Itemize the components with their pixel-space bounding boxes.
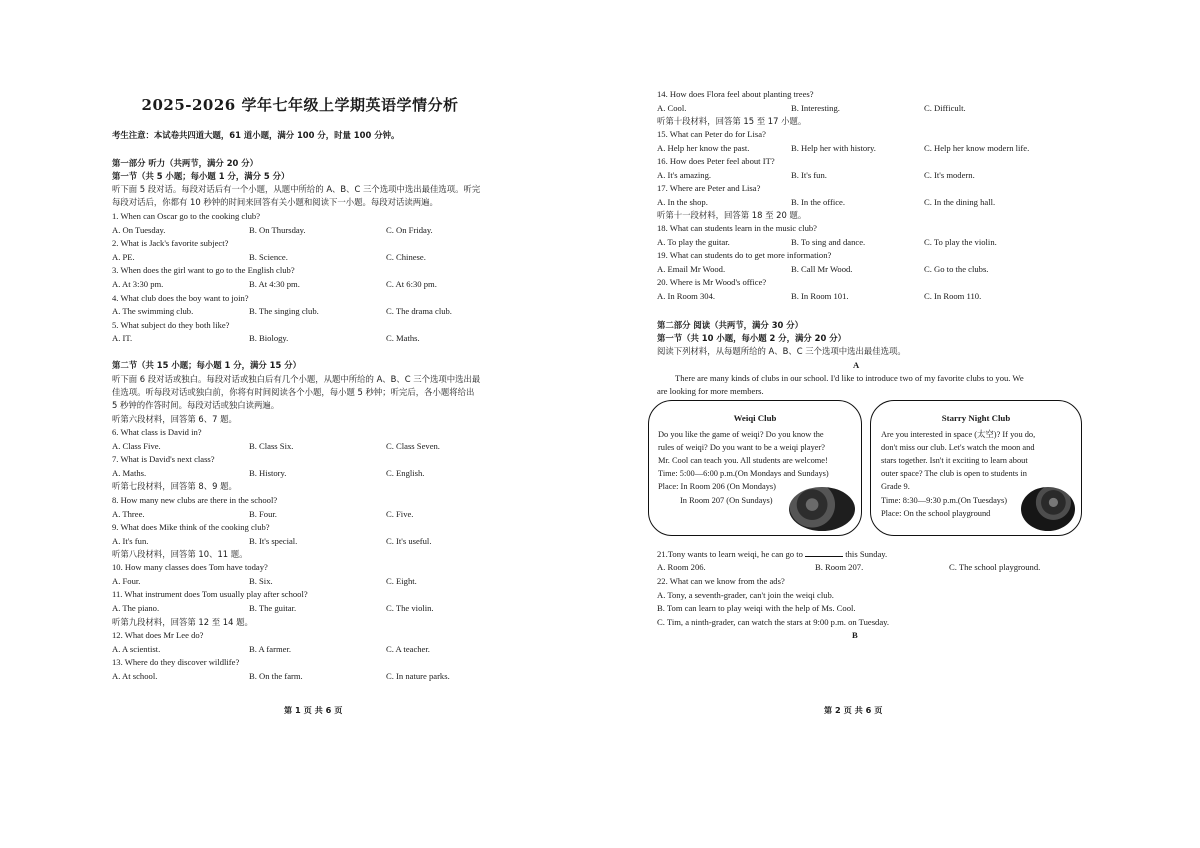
option-b[interactable]: B. Help her with history. <box>791 142 876 153</box>
reading-instruction: 阅读下列材料，从每题所给的 A、B、C 三个选项中选出最佳选项。 <box>657 346 906 356</box>
material-note: 听第十段材料，回答第 15 至 17 小题。 <box>657 116 807 126</box>
option-a[interactable]: A. To play the guitar. <box>657 236 730 247</box>
question-text: 9. What does Mike think of the cooking club? <box>112 522 270 533</box>
question-text: this Sunday. <box>845 549 888 559</box>
option-b[interactable]: B. The guitar. <box>249 602 297 613</box>
option-c[interactable]: C. Maths. <box>386 333 420 344</box>
question-22: 22. What can we know from the ads? <box>657 576 785 586</box>
option-b[interactable]: B. Room 207. <box>815 562 864 572</box>
option-b[interactable]: B. In the office. <box>791 197 846 207</box>
option-c[interactable]: C. Go to the clubs. <box>924 263 989 274</box>
question-text: 19. What can students do to get more information? <box>657 250 832 261</box>
option-c[interactable]: C. In Room 110. <box>924 291 982 301</box>
option-a[interactable]: A. The swimming club. <box>112 306 194 317</box>
question-text: 20. Where is Mr Wood's office? <box>657 277 767 288</box>
question-text: 15. What can Peter do for Lisa? <box>657 129 766 139</box>
exam-notice: 考生注意：本试卷共四道大题，61 道小题，满分 100 分，时量 100 分钟。 <box>112 130 400 140</box>
starry-night-club-ad <box>870 400 1082 536</box>
passage-text: There are many kinds of clubs in our school. I'd like to introduce two of my favorite clubs to you. We <box>675 373 1024 383</box>
option-c[interactable]: C. To play the violin. <box>924 236 997 247</box>
question-text: 16. How does Peter feel about IT? <box>657 156 775 167</box>
option-b[interactable]: B. In Room 101. <box>791 291 849 301</box>
question-text: 4. What club does the boy want to join? <box>112 292 249 303</box>
option-c[interactable]: C. The school playground. <box>949 562 1041 572</box>
question-text: 17. Where are Peter and Lisa? <box>657 183 761 194</box>
option-a[interactable]: A. Email Mr Wood. <box>657 263 726 274</box>
option-c[interactable]: C. Chinese. <box>386 251 426 262</box>
ad-text: Time: 5:00—6:00 p.m.(On Mondays and Sundays) <box>658 469 829 478</box>
option-c[interactable]: C. At 6:30 pm. <box>386 279 437 289</box>
option-b[interactable]: B. The singing club. <box>249 306 319 317</box>
part2-heading: 第二部分 阅读（共两节，满分 30 分） <box>657 320 804 330</box>
ad-text: Are you interested in space (太空)? If you do, <box>881 430 1036 439</box>
option-a[interactable]: A. Four. <box>112 575 141 586</box>
option-b[interactable]: B. It's fun. <box>791 169 827 180</box>
ad-text: Place: On the school playground <box>881 509 991 518</box>
option-c[interactable]: C. Tim, a ninth-grader, can watch the stars at 9:00 p.m. on Tuesday. <box>657 617 890 627</box>
option-a[interactable]: A. Three. <box>112 508 145 519</box>
option-b[interactable]: B. Science. <box>249 251 288 262</box>
sec1-instruction: 听下面 5 段对话。每段对话后有一个小题，从题中所给的 A、B、C 三个选项中选出最佳选项。听完 <box>112 184 481 194</box>
answer-blank[interactable] <box>805 548 843 557</box>
exam-title: 2025-2026 学年七年级上学期英语学情分析 <box>141 96 459 114</box>
option-b[interactable]: B. To sing and dance. <box>791 236 866 247</box>
question-text: 7. What is David's next class? <box>112 454 215 465</box>
material-note: 听第七段材料，回答第 8、9 题。 <box>112 481 237 491</box>
page-2 <box>600 0 1200 848</box>
option-a[interactable]: A. Room 206. <box>657 562 706 572</box>
question-text: 12. What does Mr Lee do? <box>112 630 204 640</box>
option-a[interactable]: A. At 3:30 pm. <box>112 279 164 289</box>
page-footer: 第 1 页 共 6 页 <box>284 705 343 715</box>
page-footer: 第 2 页 共 6 页 <box>824 705 883 715</box>
question-text: 14. How does Flora feel about planting trees? <box>657 89 814 99</box>
option-b[interactable]: B. On Thursday. <box>249 224 306 235</box>
ad-text: Place: In Room 206 (On Mondays) <box>658 482 776 491</box>
option-b[interactable]: B. It's special. <box>249 535 298 546</box>
option-c[interactable]: C. On Friday. <box>386 224 433 235</box>
question-text: 6. What class is David in? <box>112 427 202 437</box>
ad-text: Grade 9. <box>881 482 910 491</box>
option-b[interactable]: B. History. <box>249 467 287 478</box>
weiqi-board-image <box>789 487 855 531</box>
reading-sec1-heading: 第一节（共 10 小题，每小题 2 分，满分 20 分） <box>657 333 847 343</box>
option-c[interactable]: C. English. <box>386 467 425 478</box>
option-a[interactable]: A. It's amazing. <box>657 169 712 180</box>
option-b[interactable]: B. Six. <box>249 575 273 586</box>
sec1-instruction: 每段对话后，你都有 10 秒钟的时间来回答有关小题和阅读下一小题。每段对话读两遍。 <box>112 197 438 207</box>
ad-text: rules of weiqi? Do you want to be a weiqi player? <box>658 443 825 452</box>
option-a[interactable]: A. Maths. <box>112 467 147 478</box>
option-b[interactable]: B. Four. <box>249 508 277 519</box>
option-a[interactable]: A. Help her know the past. <box>657 142 750 153</box>
ad-text: Mr. Cool can teach you. All students are welcome! <box>658 456 828 465</box>
option-b[interactable]: B. Call Mr Wood. <box>791 263 853 274</box>
option-c[interactable]: C. A teacher. <box>386 643 430 654</box>
option-b[interactable]: B. At 4:30 pm. <box>249 279 300 289</box>
ad-title: Starry Night Club <box>941 413 1011 423</box>
weiqi-club-ad <box>648 400 862 536</box>
question-text: 21.Tony wants to learn weiqi, he can go to <box>657 549 803 559</box>
night-sky-image <box>1021 487 1075 531</box>
option-a[interactable]: A. Cool. <box>657 102 687 113</box>
option-b[interactable]: B. A farmer. <box>249 643 292 654</box>
option-c[interactable]: C. In nature parks. <box>386 670 450 681</box>
option-b[interactable]: B. Class Six. <box>249 440 294 451</box>
sec2-instruction: 听下面 6 段对话或独白。每段对话或独白后有几个小题，从题中所给的 A、B、C 三个选项中选出最 <box>112 374 481 384</box>
part1-heading: 第一部分 听力（共两节，满分 20 分） <box>112 158 259 168</box>
sec1-heading: 第一节（共 5 小题；每小题 1 分，满分 5 分） <box>112 171 290 181</box>
question-text: 18. What can students learn in the music club? <box>657 223 817 233</box>
question-21 <box>657 548 887 560</box>
option-c[interactable]: C. Class Seven. <box>386 440 440 451</box>
question-text: 8. How many new clubs are there in the school? <box>112 495 278 505</box>
ad-text: Do you like the game of weiqi? Do you know the <box>658 430 824 439</box>
option-b[interactable]: B. Interesting. <box>791 102 840 113</box>
passage-label: A <box>853 360 860 370</box>
ad-text: don't miss our club. Let's watch the moon and <box>881 443 1035 452</box>
material-note: 听第九段材料，回答第 12 至 14 题。 <box>112 617 253 627</box>
option-b[interactable]: B. Biology. <box>249 333 289 344</box>
material-note: 听第八段材料，回答第 10、11 题。 <box>112 549 248 559</box>
option-a[interactable]: A. IT. <box>112 333 133 344</box>
question-text: 2. What is Jack's favorite subject? <box>112 238 229 249</box>
sec2-instruction: 佳选项。听每段对话或独白前，你将有时间阅读各个小题，每小题 5 秒钟；听完后，各小题将给出 <box>112 387 475 397</box>
sec2-heading: 第二节（共 15 小题；每小题 1 分，满分 15 分） <box>112 360 302 370</box>
option-a[interactable]: A. Class Five. <box>112 440 161 451</box>
question-text: 11. What instrument does Tom usually play after school? <box>112 589 308 600</box>
option-c[interactable]: C. Difficult. <box>924 102 966 113</box>
sec2-instruction: 5 秒钟的作答时间。每段对话或独白读两遍。 <box>112 400 280 410</box>
ad-title: Weiqi Club <box>733 413 777 423</box>
option-a[interactable]: A. Tony, a seventh-grader, can't join the weiqi club. <box>657 590 834 600</box>
option-c[interactable]: C. Five. <box>386 508 414 519</box>
option-a[interactable]: A. PE. <box>112 251 135 262</box>
option-a[interactable]: A. The piano. <box>112 602 160 613</box>
ad-text: stars together. Isn't it exciting to learn about <box>881 456 1028 465</box>
option-c[interactable]: C. Eight. <box>386 575 417 586</box>
option-a[interactable]: A. A scientist. <box>112 643 161 654</box>
question-text: 3. When does the girl want to go to the English club? <box>112 265 295 276</box>
option-a[interactable]: A. It's fun. <box>112 535 149 546</box>
option-a[interactable]: A. On Tuesday. <box>112 224 166 235</box>
option-b[interactable]: B. On the farm. <box>249 670 303 681</box>
ad-text: Time: 8:30—9:30 p.m.(On Tuesdays) <box>881 496 1008 505</box>
option-c[interactable]: C. Help her know modern life. <box>924 142 1030 153</box>
question-text: 13. Where do they discover wildlife? <box>112 657 240 668</box>
option-c[interactable]: C. It's modern. <box>924 169 975 180</box>
option-a[interactable]: A. In Room 304. <box>657 291 716 301</box>
option-c[interactable]: C. It's useful. <box>386 535 432 546</box>
material-note: 听第六段材料，回答第 6、7 题。 <box>112 414 237 424</box>
passage-label: B <box>852 630 858 640</box>
option-c[interactable]: C. In the dining hall. <box>924 197 996 207</box>
option-a[interactable]: A. In the shop. <box>657 197 708 207</box>
option-c[interactable]: C. The violin. <box>386 602 434 613</box>
question-text: 1. When can Oscar go to the cooking club? <box>112 211 261 221</box>
option-a[interactable]: A. At school. <box>112 670 158 681</box>
ad-text: outer space? The club is open to students in <box>881 469 1027 478</box>
material-note: 听第十一段材料，回答第 18 至 20 题。 <box>657 210 807 220</box>
question-text: 10. How many classes does Tom have today? <box>112 562 268 572</box>
option-c[interactable]: C. The drama club. <box>386 306 452 317</box>
option-b[interactable]: B. Tom can learn to play weiqi with the help of Ms. Cool. <box>657 603 856 613</box>
ad-text: In Room 207 (On Sundays) <box>680 496 773 505</box>
passage-text: are looking for more members. <box>657 386 764 396</box>
question-text: 5. What subject do they both like? <box>112 319 230 330</box>
